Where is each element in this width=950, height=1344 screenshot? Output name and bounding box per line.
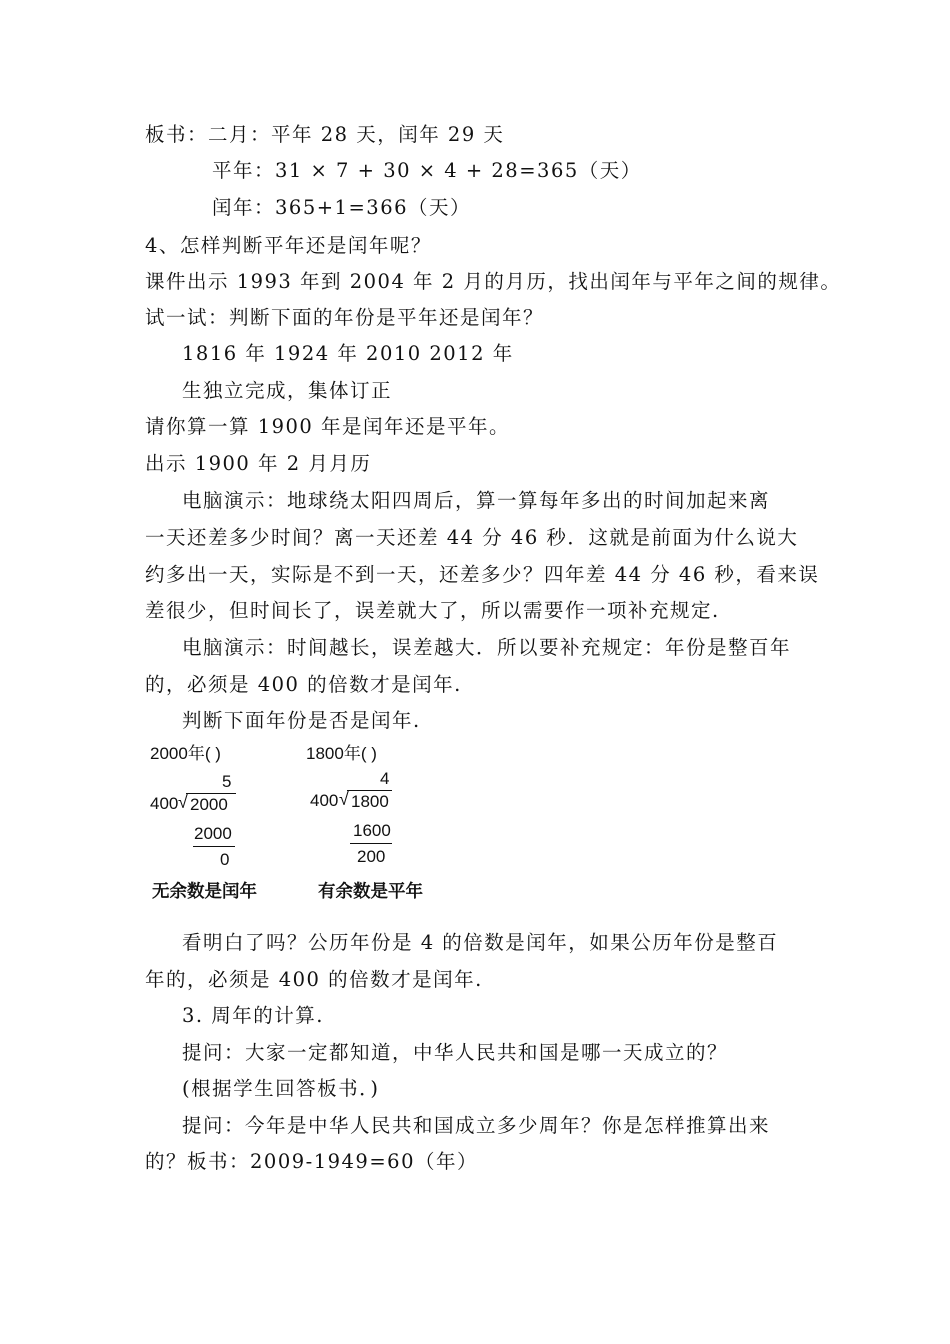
computer-demo-paragraph-line4: 差很少，但时间长了，误差就大了，所以需要作一项补充规定. bbox=[145, 599, 720, 622]
quotient: 5 bbox=[222, 772, 232, 791]
board-note-instruction: (根据学生回答板书．) bbox=[182, 1077, 380, 1100]
common-year-formula: 平年：31 × 7 + 30 × 4 + 28=365（天） bbox=[212, 159, 642, 182]
division-bracket-icon: √ bbox=[178, 792, 188, 812]
dividend: 2000 bbox=[190, 795, 228, 814]
computer-demo-paragraph-line2: 一天还差多少时间？离一天还差 44 分 46 秒．这就是前面为什么说大 bbox=[145, 526, 799, 549]
computer-demo-paragraph-line3: 约多出一天，实际是不到一天，还差多少？四年差 44 分 46 秒，看来误 bbox=[145, 563, 820, 586]
computer-demo-paragraph-line1: 电脑演示：地球绕太阳四周后，算一算每年多出的时间加起来离 bbox=[182, 489, 771, 512]
division-header: 2000年( ) bbox=[150, 744, 221, 763]
question-anniversary-line1: 提问：今年是中华人民共和国成立多少周年？你是怎样推算出来 bbox=[182, 1114, 771, 1137]
summary-paragraph-line2: 年的，必须是 400 的倍数才是闰年. bbox=[145, 968, 483, 991]
judge-years-prompt: 判断下面年份是否是闰年. bbox=[182, 709, 421, 732]
division-conclusion: 有余数是平年 bbox=[318, 881, 423, 901]
rule-paragraph-line1: 电脑演示：时间越长，误差越大．所以要补充规定：年份是整百年 bbox=[182, 636, 792, 659]
remainder: 200 bbox=[357, 847, 386, 866]
calculate-1900: 请你算一算 1900 年是闰年还是平年。 bbox=[145, 415, 511, 438]
rule-paragraph-line2: 的，必须是 400 的倍数才是闰年. bbox=[145, 673, 462, 696]
question-founding-date: 提问：大家一定都知道，中华人民共和国是哪一天成立的？ bbox=[182, 1041, 729, 1064]
subtraction-line bbox=[350, 843, 392, 844]
try-it-question: 试一试：判断下面的年份是平年还是闰年？ bbox=[145, 306, 545, 329]
product: 2000 bbox=[194, 824, 232, 843]
board-note-february: 板书：二月：平年 28 天，闰年 29 天 bbox=[145, 123, 505, 146]
dividend: 1800 bbox=[351, 792, 389, 811]
student-task: 生独立完成，集体订正 bbox=[182, 379, 393, 402]
show-calendar-1900: 出示 1900 年 2 月月历 bbox=[145, 452, 372, 475]
courseware-paragraph: 课件出示 1993 年到 2004 年 2 月的月历，找出闰年与平年之间的规律。 bbox=[145, 270, 842, 293]
product: 1600 bbox=[353, 821, 391, 840]
section-heading-anniversary: 3. 周年的计算. bbox=[182, 1004, 325, 1027]
quotient: 4 bbox=[380, 769, 390, 788]
subtraction-line bbox=[193, 846, 235, 847]
divisor: 400 bbox=[310, 791, 339, 810]
section-heading-4: 4、怎样判断平年还是闰年呢？ bbox=[145, 234, 432, 257]
divisor: 400 bbox=[150, 794, 179, 813]
year-list: 1816 年 1924 年 2010 2012 年 bbox=[182, 342, 514, 365]
division-bracket-icon: √ bbox=[339, 789, 349, 809]
leap-year-formula: 闰年：365+1=366（天） bbox=[212, 196, 472, 219]
question-anniversary-line2: 的？板书：2009-1949=60（年） bbox=[145, 1150, 478, 1173]
remainder: 0 bbox=[220, 850, 230, 869]
division-conclusion: 无余数是闰年 bbox=[152, 881, 257, 901]
summary-paragraph-line1: 看明白了吗？公历年份是 4 的倍数是闰年，如果公历年份是整百 bbox=[182, 931, 779, 954]
division-header: 1800年( ) bbox=[306, 744, 377, 763]
